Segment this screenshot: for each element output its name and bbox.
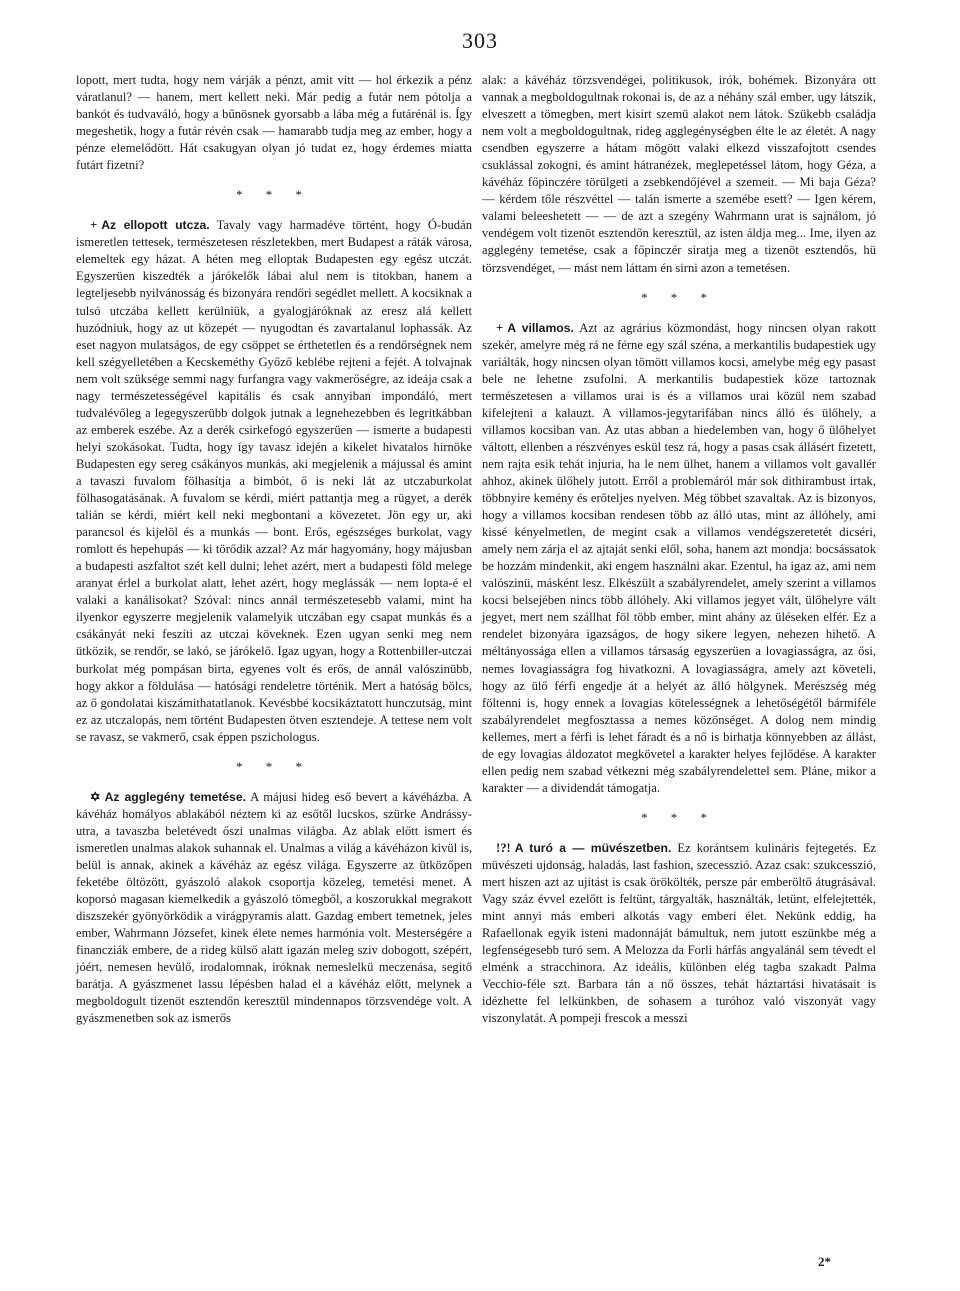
section-separator-stars: * * * [641, 809, 717, 825]
article-agglegeny-temetese [76, 789, 472, 1028]
article-ellopott-utcza [76, 217, 472, 745]
printer-signature-mark: 2* [818, 1254, 831, 1269]
article-body: A májusi hideg eső bevert a kávéházba. A kávéház homályos ablakából néztem ki az esőtől lucskos, szürke Andrássy-utra, a tavaszba beletévedt őszi unalmas világba. Az ablak előtt ismert és ismeretlen unalmas alakok suhannak el. Unalmas a világ a kávéházon kivül is, belül is annak, akinek a kávéház az egész világa. Egyszerre az ütközőpen feketébe öltözött, gyászoló alakok csoportja közeleg, temetési menet. A koporsó magasan kiemelkedik a gyászoló tömegből, a koszorukkal megrakott diszszekér gyönyörködik a virágpyramis alatt. Gazdag embert temetnek, jeles ember, Wahrmann Józsefet, kinek élete nemes harmónia volt. Mesterségére a financziák embere, de a rideg külső alatt igazán meleg sziv dobogott, szépért, jóért, nemesen hevülő, irodalomnak, iróknak nemeslelkü meczenása, segitő barátja. A gyászmenet lassu lépésben halad el a kávéház előtt, melynek a megboldogult tizenöt esztendőn keresztül mindennapos törzsvendége volt. A gyászmenetben sok az ismerős [76, 789, 472, 1026]
right-column [482, 72, 876, 1027]
article-title: A villamos. [507, 320, 574, 335]
cross-mark-icon: + [90, 218, 98, 233]
article-villamos [482, 320, 876, 797]
page-number: 303 [462, 28, 498, 53]
exclamation-question-mark-icon: !?! [496, 840, 511, 855]
section-separator-stars: * * * [236, 187, 312, 203]
article-title: A turó a — müvészetben. [514, 840, 672, 855]
article-body: Ez korántsem kulináris fejtegetés. Ez müvészeti ujdonság, haladás, last fashion, szecesszió. Azaz csak: szukcesszió, mert hiszen azt az ujitást is csak örökölték, persze pár emberöltő átugrásával. Vagy száz évvel ezelőtt is feltünt, tárgyalták, használták, letünt, elfelejtették, mint annyi más emberi alkotás vagy emberi élet. Nekünk eddig, ha Rafaellonak egyik isteni madonnáját bámultuk, nem jutott eszünkbe még a legfenségesebb turó sem. A Melozza da Forli hárfás angyalánál sem tévedt el elménk a stracchinora. Az ideális, különben elég tagba szakadt Palma Vecchio-féle szt. Barbara tán a nő összes, tehát háztartási hivatásait is idézhette fel lelkünkben, de sohasem a turóhoz való viszonyát vagy viszonylatát. A pompeji frescok a messzi [482, 840, 876, 1026]
right-intro-paragraph: alak: a kávéház törzsvendégei, politikusok, irók, bohémek. Bizonyára ott vannak a megboldogultnak rokonai is, de az a néhány szál ember, ugy látszik, elveszett a tömegben, mert kisirt szemü alakot nem látok. Szükebb családja nem volt a megboldogultnak, rideg agglegénységben élte le az életét. A nagy csendben egyszerre a hátam mögött valaki elkezd visszafojtott csendes csuklással zokogni, és amint hátranézek, meglepetéssel látom, hogy Géza, a kávéház főpinczére törülgeti a zsebkendőjével a szemeit. — Mi baja Géza? — kérdem tőle részvéttel — talán ismerte a szemébe esett? — Igen kérem, valami beleeshetett — — de azt a szegény Wahrmann urat is sajnálom, jó vendégem volt tizenöt esztendőn keresztül, az isten áldja meg... Ime, ilyen az agglegény temetése, csak a főpinczér siratja meg a tizenöt esztendős, hü törzsvendéget, — mást nem láttam én sirni azon a temetésen. [482, 73, 876, 275]
article-turo-muveszetben [482, 840, 876, 1028]
article-body: Azt az agrárius közmondást, hogy nincsen olyan rakott szekér, amelyre még rá ne férne egy szál széna, a merkantilis budapestiek ugy variálták, hogy nincsen olyan tömött villamos kocsi, amelybe még egy pasast bele ne lehetne zsufolni. A merkantilis budapestiek köze tartoznak természetesen a villamos urai is és a villamos urai közül nem szabad kifelejteni a kalauzt. A villamos-jegytarifában nincs álló és ülőhely, a villamos kocsiban van. Az utas abban a hiedelemben van, hogy ő ülőhelyet váltott, ellenben a részvényes eskül tesz rá, hogy a pasas csak állásért fizetett, nem rajta esik tehát injuria, ha le nem ülhet, hanem a villamos volt gavallér ahhoz, akinek ülőhely jutott. Erről a problemáról már sok dithirambust irtak, többnyire kemény és erőteljes nyelven. Még többet szavaltak. Az is bizonyos, hogy a villamos kocsiban rendesen több az álló utas, mint az állóhely, ami kissé kényelmetlen, de megint csak a villamos vendégszeretetét dicséri, amely nem zárja el az ajtaját senki elől, soha, hanem azt mondja: bocsássatok be hozzám mindenkit, aki engem használni akar. Ezentul, ha igaz az, ami nem valószinü, másként lesz. Elkészült a szabályrendelet, amely szerint a villamos kocsi belsejében nincs több állóhely. Aki villamos jegyet vált, ülőhelyre vált jegyet, mert nem szállhat föl több ember, mint ahány az üléseken elfér. Ez a rendelet bizonyára igazságos, de hogy sikere legyen, nehezen hihető. A méltányossága ellen a villamos társaság egyszerüen a lovagiasságra, az ősi, nemes lovagiasságra fog hivatkozni. A lovagiasságra, amely azt követeli, hogy az ülő férfi engedje át a helyét az álló hölgynek. Merészség még föltenni is, hogy ennek a lovagias kötelességnek a lehetőségétől bármiféle szabályrendelet megfosztassa a nemes közönséget. A dolog nem mindig kellemes, mert a férfi is lehet fáradt és a nő is birhatja könnyebben az állást, de egy lovagias áldozatot megkövetel a karakter helyes fejlődése. A karakter ellen pedig nem szabad vétkezni még szabályrendelettel sem. Pláne, mikor a karakter — a dividendát támogatja. [482, 320, 876, 795]
section-separator-stars: * * * [641, 289, 717, 305]
left-column [76, 72, 472, 1027]
article-title: Az agglegény temetése. [104, 789, 246, 804]
section-separator-stars: * * * [236, 758, 312, 774]
article-title: Az ellopott utcza. [101, 218, 210, 233]
left-intro-paragraph: lopott, mert tudta, hogy nem várják a pénzt, amit vitt — hol érkezik a pénz váratlanul? — hanem, mert kellett neki. Már pedig a futár nem pótolja a bankót és tudvaváló, hogy a bűnösnek gyorsabb a lába még a futárénál is. Így megeshetik, hogy a futár révén csak — hamarabb tudja meg az ember, hogy a pénze elemelődött. Hát csakugyan olyan jó tudat ez, hogy érdemes miatta futárt fizetni? [76, 73, 472, 173]
article-body: Tavaly vagy harmadéve történt, hogy Ó-budán ismeretlen tettesek, természetesen részletekben, mert Budapest a ráták városa, elemeltek egy házat. A héten meg elloptak Budapesten egy egész utczát. Egyszerüen kiszedték a járókelők lábai alul nem is titokban, hanem a legteljesebb nyilvánosság és bizonyára rendőri segédlet mellett. A kocsiknak a tulsó utczába kellett kerülniük, a gyalogjáróknak az eresz alá kellett huzódniuk, hogy az ut közepét — nyugodtan és zavartalanul lophassák. Az eset nagyon mulatságos, de egy csöppet se érthetetlen és a rendőrségnek nem kell szégyelletében a Kecskeméthy Győző keblébe rejteni a fejét. A tolvajnak nem volt szüksége semmi nagy furfangra vagy vakmerőségre, az ideája csak a nagy természetességével kapitális és csak annyiban impondáló, mert tudvalévőleg a legegyszerübb dolgok jutnak a legnehezebben és legritkábban az emberek eszébe. Az a derék csirkefogó egyszerüen — ismerte a budapesti helyi szokásokat. Tudta, hogy így tavasz idején a kikelet hivatalos hirnöke Budapesten egy sereg csákányos munkás, aki megjelenik a májussal és amint a tavaszi fuvalom fölhasítja a bimbót, ő is neki lát az utczaburkolat fölhasogatásának. A fuvalom se kérdi, miért pattantja meg a rügyet, a derék talián se kérdi, miért kell neki megbontani a kövezetet. Jön egy ur, aki parancsol és kijelöl és a munkás — bont. Erős, egészséges burkolat, vagy romlott és hepehupás — ki törődik azzal? Az már hagyomány, hogy májusban a budapesti aszfaltot szét kell dulni; lehet azért, mert a budapesti föld melege aranyat érlel a burkolat alatt, lehet azért, hogy meglássák — nem lopta-é el valaki a kanálisokat? Szóval: nincs annál természetesebb valami, mint ha ilyenkor egyszerre megjelenik valamelyik utczában egy csapat munkás és a csákányát neki feszíti az utczai köveknek. Ezen ugyan senki meg nem ütközik, se rendőr, se lakó, se járókelő. Igaz ugyan, hogy a Rottenbiller-utczai burkolat még pompásan birta, egyenes volt és erős, de annál valószinübb, hogy akkor a földulása — hatósági rendeletre történik. Mert a hatóság bölcs, az ő gondolatai kiszámithatatlanok. Kevésbbé kocsikáztatott hunczutság, mint ez az utczalopás, nem történt Budapesten ötven esztendeje. A tettese nem volt se ravasz, se vakmerő, csak éppen pszichologus. [76, 218, 472, 744]
star-of-david-icon: ✡ [90, 789, 101, 804]
cross-mark-icon: + [496, 320, 504, 335]
